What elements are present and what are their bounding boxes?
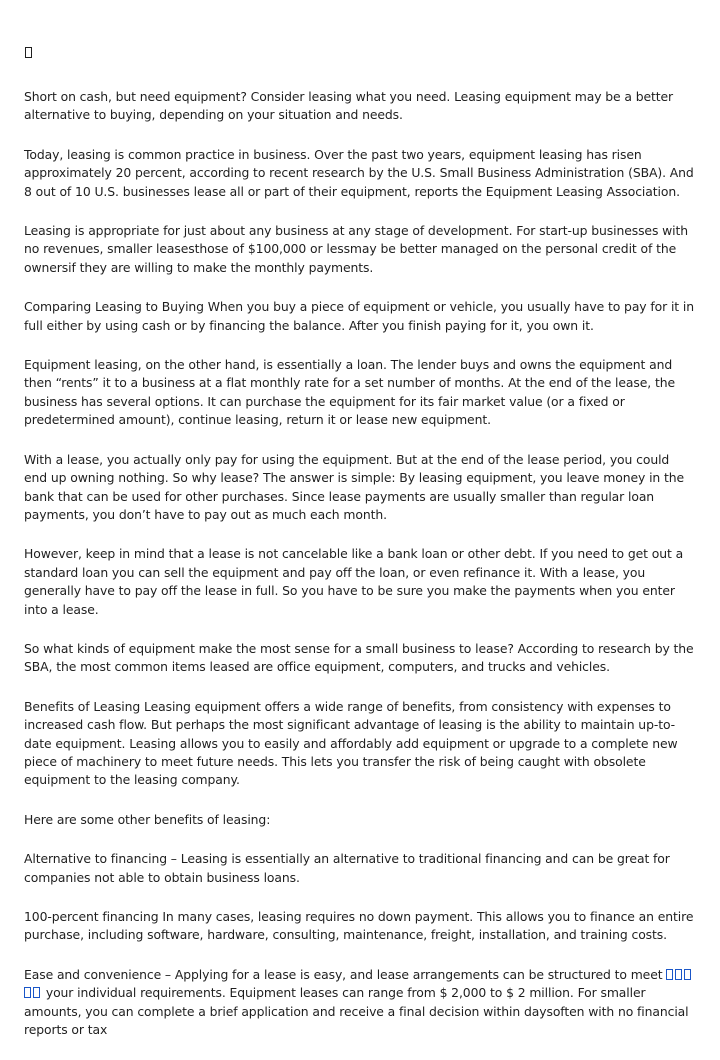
paragraph-1: Short on cash, but need equipment? Consider leasing what you need. Leasing equipment may be a better alternative to buying, depending on your situation and needs. <box>24 89 674 123</box>
paragraph-9: Benefits of Leasing Leasing equipment offers a wide range of benefits, from consistency with expenses to increased cash flow. But perhaps the most significant advantage of leasing is the ability to maintain up-to-date equipment. Leasing allows you to easily and affordably add equipment or upgrade to a complete new piece of machinery to meet future needs. This lets you transfer the risk of being caught with obsolete equipment to the leasing company. <box>24 698 678 788</box>
paragraph-6: With a lease, you actually only pay for using the equipment. But at the end of the lease period, you could end up owning nothing. So why lease? The answer is simple: By leasing equipment, you leave money in the bank that can be used for other purchases. Since lease payments are usually smaller than regular loan payments, you don’t have to pay out as much each month. <box>24 451 685 522</box>
link-glyph-icon <box>33 987 40 998</box>
missing-glyph-icon <box>25 47 32 58</box>
paragraph-10: Here are some other benefits of leasing: <box>24 811 271 827</box>
paragraph-5: Equipment leasing, on the other hand, is essentially a loan. The lender buys and owns the equipment and then “rents” it to a business at a flat monthly rate for a set number of months. At the end of the lease, the business has several options. It can purchase the equipment for its fair market value (or a fixed or predetermined amount), continue leasing, return it or lease new equipment. <box>24 357 676 428</box>
paragraph-12: 100-percent financing In many cases, leasing requires no down payment. This allows you to finance an entire purchase, including software, hardware, consulting, maintenance, freight, installation, and training costs. <box>24 909 694 943</box>
paragraph-8: So what kinds of equipment make the most sense for a small business to lease? According to research by the SBA, the most common items leased are office equipment, computers, and trucks and vehicles. <box>24 640 694 675</box>
paragraph-13-start: Ease and convenience – Applying for a lease is easy, and lease arrangements can be structured to meet <box>24 966 667 982</box>
paragraph-7: However, keep in mind that a lease is not cancelable like a bank loan or other debt. If you need to get out a standard loan you can sell the equipment and pay off the loan, or even refinance it. With a lease, you generally have to pay off the lease in full. So you have to be sure you make the payments when you enter into a lease. <box>24 546 684 617</box>
paragraph-13-end: your individual requirements. Equipment leases can range from $ 2,000 to $ 2 million. For smaller amounts, you can complete a brief application and receive a final decision within daysoften with no financial reports or tax <box>24 985 689 1038</box>
link-glyph-icon <box>684 969 691 980</box>
paragraph-3: Leasing is appropriate for just about any business at any stage of development. For start-up businesses with no revenues, smaller leasesthose of $100,000 or lessmay be better managed on the personal credit of the ownersif they are willing to make the monthly payments. <box>24 223 689 275</box>
paragraph-2: Today, leasing is common practice in business. Over the past two years, equipment leasing has risen approximately 20 percent, according to recent research by the U.S. Small Business Administration (SBA). And 8 out of 10 U.S. businesses lease all or part of their equipment, reports the Equipment Leasing Association. <box>24 146 694 199</box>
document-page <box>24 40 696 1060</box>
link-glyph-icon <box>675 969 682 980</box>
paragraph-13 <box>24 966 696 1040</box>
link-glyph-icon <box>24 987 31 998</box>
paragraph-11: Alternative to financing – Leasing is essentially an alternative to traditional financing and can be great for companies not able to obtain business loans. <box>24 851 670 885</box>
paragraph-4: Comparing Leasing to Buying When you buy a piece of equipment or vehicle, you usually have to pay for it in full either by using cash or by financing the balance. After you finish paying for it, you own it. <box>24 299 694 333</box>
link-glyph-icon <box>666 969 673 980</box>
